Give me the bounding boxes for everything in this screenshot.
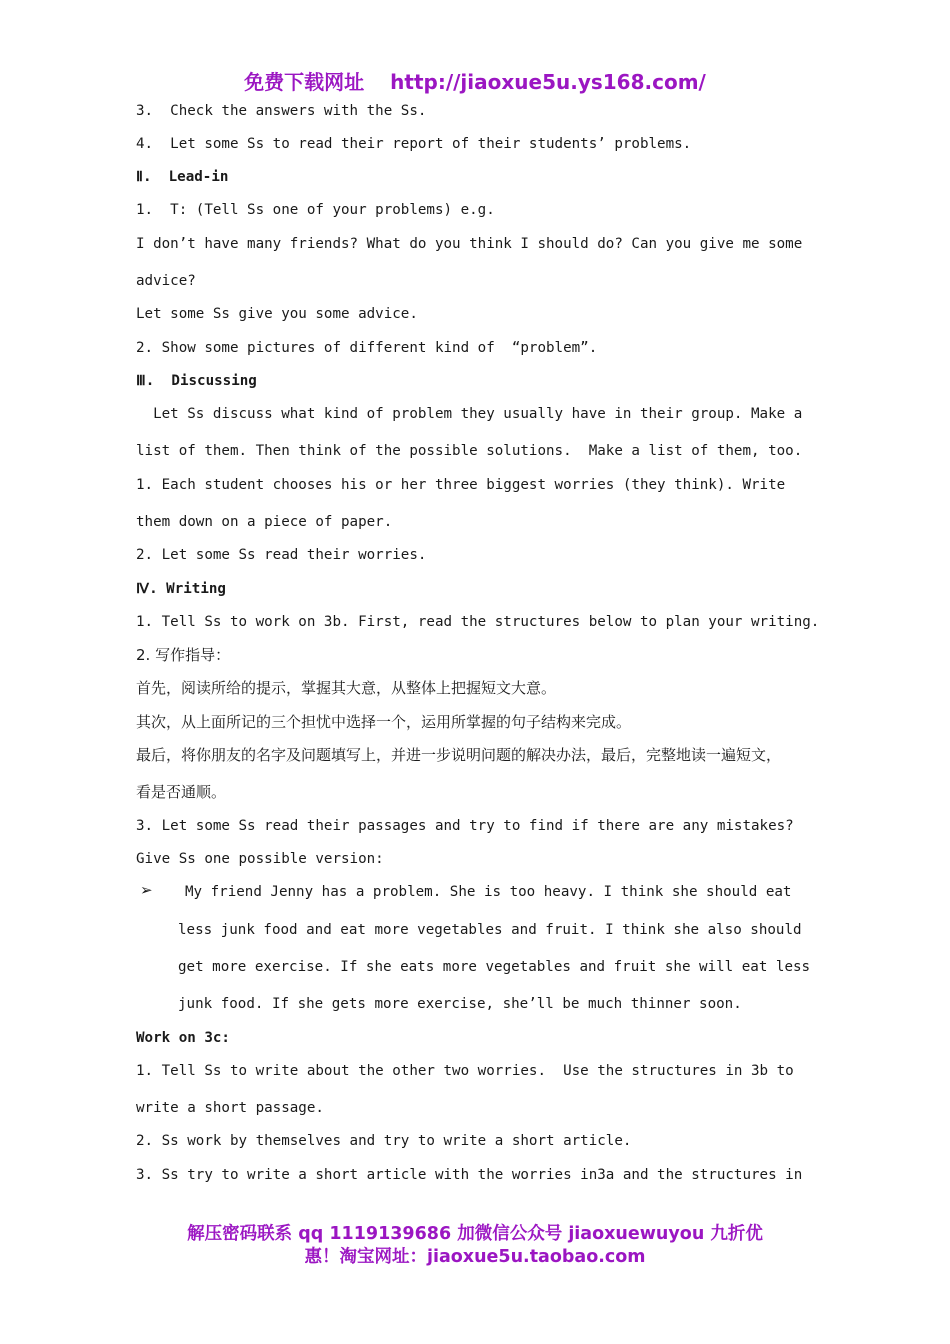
section-heading-discussing: Ⅲ. Discussing [136,373,257,389]
text-line: 3. Let some Ss read their passages and try to find if there are any mistakes? [136,818,794,834]
header-site-label: 免费下载网址 [244,70,365,94]
text-line: 最后，将你朋友的名字及问题填写上，并进一步说明问题的解决办法，最后，完整地读一遍短文， [136,746,782,764]
text-line: them down on a piece of paper. [136,514,393,530]
sample-text-line: My friend Jenny has a problem. She is too heavy. I think she should eat [185,884,792,900]
text-line: Let some Ss give you some advice. [136,306,418,322]
text-line: 1. Each student chooses his or her three biggest worries (they think). Write [136,477,786,493]
sample-text-line: less junk food and eat more vegetables and fruit. I think she also should [178,922,802,938]
text-line: 2. Show some pictures of different kind of “problem”. [136,340,598,356]
text-line: 其次，从上面所记的三个担忧中选择一个，运用所掌握的句子结构来完成。 [136,713,632,731]
text-line: 2. 写作指导： [136,646,231,664]
footer-line-1: 解压密码联系 qq 1119139686 加微信公众号 jiaoxuewuyou 九折优 [187,1224,763,1244]
text-line: 3. Ss try to write a short article with the worries in3a and the structures in [136,1167,803,1183]
text-line: 1. T: (Tell Ss one of your problems) e.g. [136,202,495,218]
section-heading-writing: Ⅳ. Writing [136,581,226,597]
text-line: advice? [136,273,196,289]
text-line: 1. Tell Ss to write about the other two worries. Use the structures in 3b to [136,1063,794,1079]
section-heading-work-on-3c: Work on 3c: [136,1030,230,1046]
text-line: 首先，阅读所给的提示，掌握其大意，从整体上把握短文大意。 [136,679,557,697]
text-line: Give Ss one possible version: [136,851,384,867]
text-line: 看是否通顺。 [136,783,227,801]
text-line: 1. Tell Ss to work on 3b. First, read the structures below to plan your writing. [136,614,820,630]
header-banner [0,66,950,95]
bullet-arrow-icon: ➢ [140,881,153,899]
sample-text-line: junk food. If she gets more exercise, she’ll be much thinner soon. [178,996,742,1012]
header-url-link[interactable]: http://jiaoxue5u.ys168.com/ [390,70,706,94]
text-line: list of them. Then think of the possible solutions. Make a list of them, too. [136,443,803,459]
text-line: Let Ss discuss what kind of problem they usually have in their group. Make a [136,406,803,422]
text-line: write a short passage. [136,1100,324,1116]
text-line: 2. Ss work by themselves and try to write a short article. [136,1133,632,1149]
text-line: 4. Let some Ss to read their report of their students’ problems. [136,136,692,152]
sample-text-line: get more exercise. If she eats more vegetables and fruit she will eat less [178,959,811,975]
section-heading-lead-in: Ⅱ. Lead-in [136,169,229,185]
footer-line-2: 惠！淘宝网址：jiaoxue5u.taobao.com [304,1247,646,1267]
text-line: 3. Check the answers with the Ss. [136,103,427,119]
text-line: 2. Let some Ss read their worries. [136,547,427,563]
text-line: I don’t have many friends? What do you think I should do? Can you give me some [136,236,803,252]
